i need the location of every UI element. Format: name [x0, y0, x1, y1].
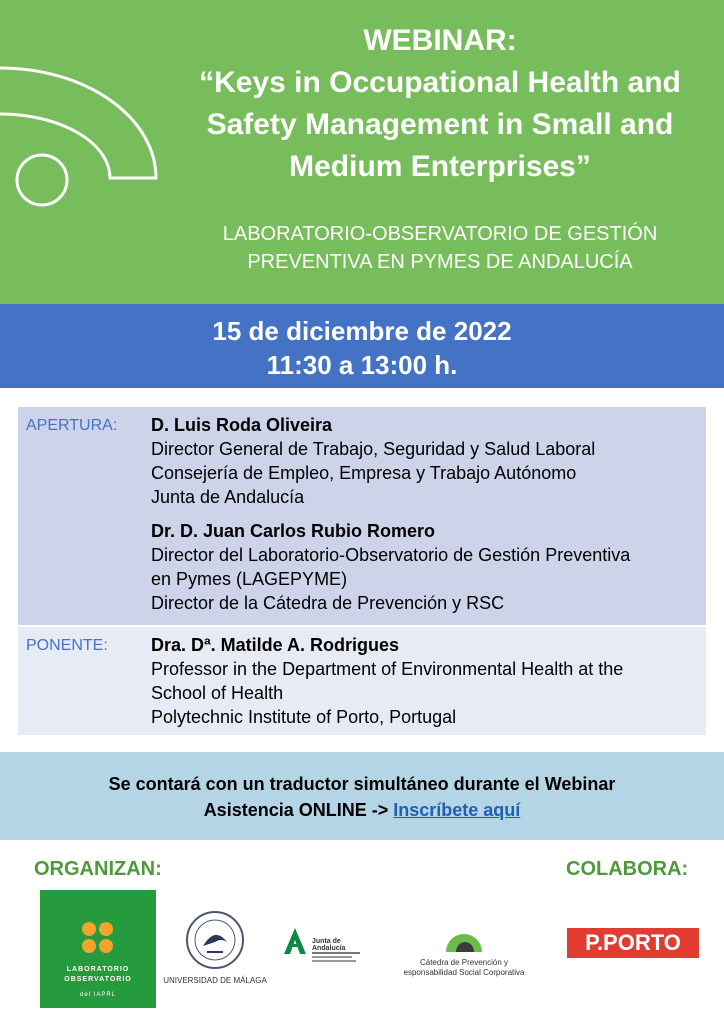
lab-logo-text: LABORATORIO: [66, 966, 130, 973]
opening-role-label: APERTURA:: [26, 417, 118, 434]
translation-notice: Se contará con un traductor simultáneo durante el Webinar: [108, 774, 616, 794]
organization-subtitle: [170, 220, 710, 276]
speaker-detail: en Pymes (LAGEPYME): [151, 569, 348, 589]
arc-decoration-icon: [0, 0, 170, 230]
collaborator-label: COLABORA:: [566, 858, 689, 880]
dots-icon: [82, 922, 114, 954]
attendance-line: [0, 800, 724, 821]
event-time: 11:30 a 13:00 h.: [266, 350, 458, 380]
subtitle-line: LABORATORIO-OBSERVATORIO DE GESTIÓN: [222, 223, 658, 245]
speaker-detail: Junta de Andalucía: [151, 487, 305, 507]
speaker-name: D. Luis Roda Oliveira: [151, 415, 333, 435]
speaker-detail: School of Health: [151, 683, 284, 703]
catedra-logo: [388, 918, 540, 980]
laboratorio-logo: [40, 890, 156, 1008]
speaker-detail: Professor in the Department of Environmental Health at the: [151, 659, 624, 679]
junta-name: Junta de Andalucía: [312, 938, 346, 952]
date-band: [0, 304, 724, 388]
subtitle-line: PREVENTIVA EN PYMES DE ANDALUCÍA: [247, 251, 633, 273]
speaker-name: Dra. Dª. Matilde A. Rodrigues: [151, 635, 400, 655]
title-line: Safety Management in Small and: [206, 108, 674, 141]
junta-subline-graphic: [312, 952, 372, 962]
organizers-label: ORGANIZAN:: [34, 858, 162, 880]
speaker-entry: [151, 413, 706, 509]
speaker-section: [18, 627, 706, 735]
webinar-label: WEBINAR:: [363, 24, 517, 57]
speaker-detail: Consejería de Empleo, Empresa y Trabajo Autónomo: [151, 463, 577, 483]
speaker-entry: [151, 519, 706, 615]
speaker-detail: Director General de Trabajo, Seguridad y Salud Laboral: [151, 439, 596, 459]
catedra-text: Cátedra de Prevención y: [419, 958, 509, 967]
lab-logo-text: del IAPRL: [79, 992, 116, 998]
title-line: Medium Enterprises”: [289, 150, 591, 183]
pporto-logo: P.PORTO: [567, 928, 699, 958]
speaker-detail: Director de la Cátedra de Prevención y RSC: [151, 593, 505, 613]
event-date: 15 de diciembre de 2022: [212, 316, 512, 346]
speaker-detail: Polytechnic Institute of Porto, Portugal: [151, 707, 457, 727]
info-banner: [0, 752, 724, 840]
uma-caption: UNIVERSIDAD DE MÁLAGA: [163, 976, 267, 985]
speaker-role-label: PONENTE:: [26, 637, 108, 654]
university-seal-icon: [185, 908, 245, 972]
catedra-text: esponsabilidad Social Corporativa: [403, 968, 525, 977]
uma-logo: [163, 908, 267, 994]
webinar-title: [170, 62, 710, 188]
register-link[interactable]: Inscríbete aquí: [393, 800, 521, 820]
title-line: “Keys in Occupational Health and: [199, 66, 681, 99]
lab-logo-text: OBSERVATORIO: [64, 976, 132, 983]
catedra-emblem-icon: [442, 918, 486, 956]
speaker-detail: Director del Laboratorio-Observatorio de Gestión Preventiva: [151, 545, 631, 565]
junta-logo: [280, 926, 372, 976]
header-banner: [0, 0, 724, 304]
opening-section: [18, 407, 706, 625]
junta-emblem-icon: [280, 926, 310, 956]
speaker-entry: [151, 633, 706, 729]
attendance-text: Asistencia ONLINE ->: [203, 800, 394, 820]
speaker-name: Dr. D. Juan Carlos Rubio Romero: [151, 521, 436, 541]
